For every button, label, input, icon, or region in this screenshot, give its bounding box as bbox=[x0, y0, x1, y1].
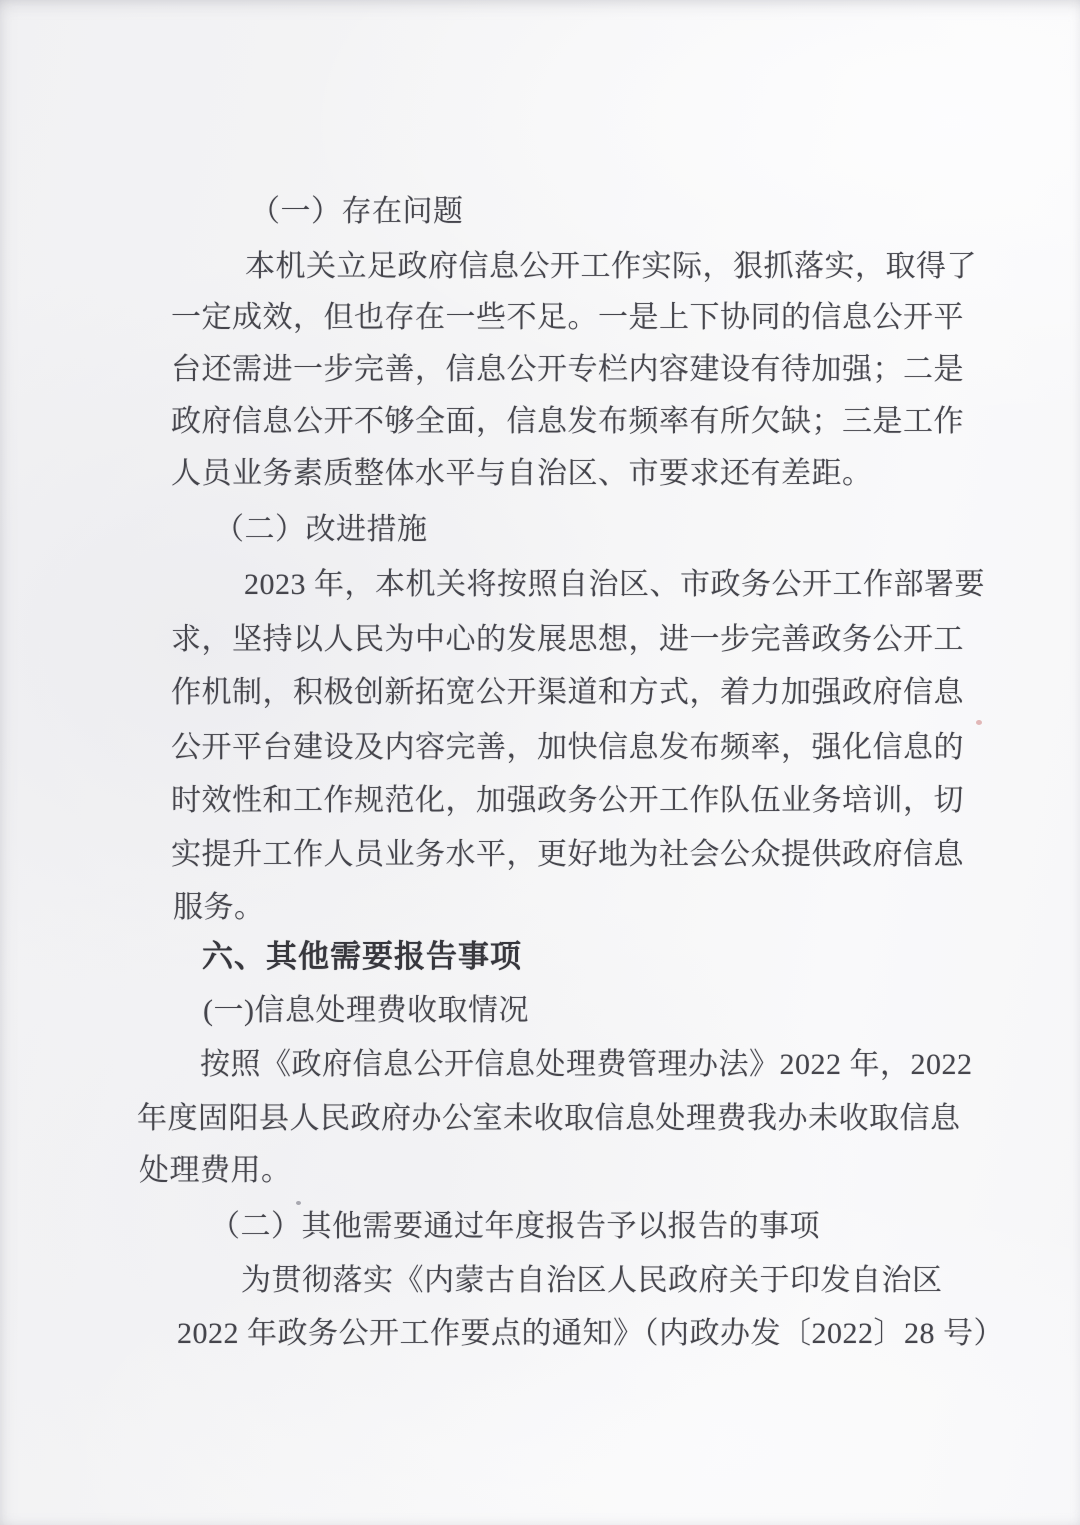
section-heading-six: 六、其他需要报告事项 bbox=[202, 939, 522, 974]
body-line: 一定成效，但也存在一些不足。一是上下协同的信息公开平 bbox=[171, 301, 964, 334]
subheading-1-problems: （一）存在问题 bbox=[250, 195, 464, 228]
subheading-info-fee: (一)信息处理费收取情况 bbox=[203, 994, 529, 1027]
subheading-other-report: （二）其他需要通过年度报告予以报告的事项 bbox=[210, 1210, 820, 1243]
body-line: 作机制，积极创新拓宽公开渠道和方式，着力加强政府信息 bbox=[171, 676, 964, 709]
body-line: 实提升工作人员业务水平，更好地为社会公众提供政府信息 bbox=[171, 838, 964, 871]
subheading-2-improvements: （二）改进措施 bbox=[214, 513, 428, 546]
ink-dot-speck bbox=[296, 1201, 301, 1205]
body-line: 人员业务素质整体水平与自治区、市要求还有差距。 bbox=[171, 457, 873, 490]
body-line: 求，坚持以人民为中心的发展思想，进一步完善政务公开工 bbox=[171, 623, 964, 656]
body-line: 为贯彻落实《内蒙古自治区人民政府关于印发自治区 bbox=[241, 1264, 943, 1297]
body-line: 处理费用。 bbox=[139, 1154, 292, 1187]
body-line: 按照《政府信息公开信息处理费管理办法》2022 年，2022 bbox=[200, 1048, 973, 1081]
body-line: 年度固阳县人民政府办公室未收取信息处理费我办未收取信息 bbox=[137, 1102, 961, 1135]
body-line: 台还需进一步完善，信息公开专栏内容建设有待加强；二是 bbox=[171, 353, 964, 386]
body-line: 服务。 bbox=[173, 891, 265, 924]
body-line: 公开平台建设及内容完善，加快信息发布频率，强化信息的 bbox=[171, 731, 964, 764]
body-line: 本机关立足政府信息公开工作实际，狠抓落实，取得了 bbox=[245, 250, 977, 283]
body-line: 2022 年政务公开工作要点的通知》（内政办发〔2022〕28 号） bbox=[177, 1317, 1004, 1350]
red-speck bbox=[976, 720, 982, 725]
body-line: 时效性和工作规范化，加强政务公开工作队伍业务培训，切 bbox=[171, 784, 964, 817]
body-line: 2023 年，本机关将按照自治区、市政务公开工作部署要 bbox=[244, 568, 985, 601]
body-line: 政府信息公开不够全面，信息发布频率有所欠缺；三是工作 bbox=[171, 405, 964, 438]
